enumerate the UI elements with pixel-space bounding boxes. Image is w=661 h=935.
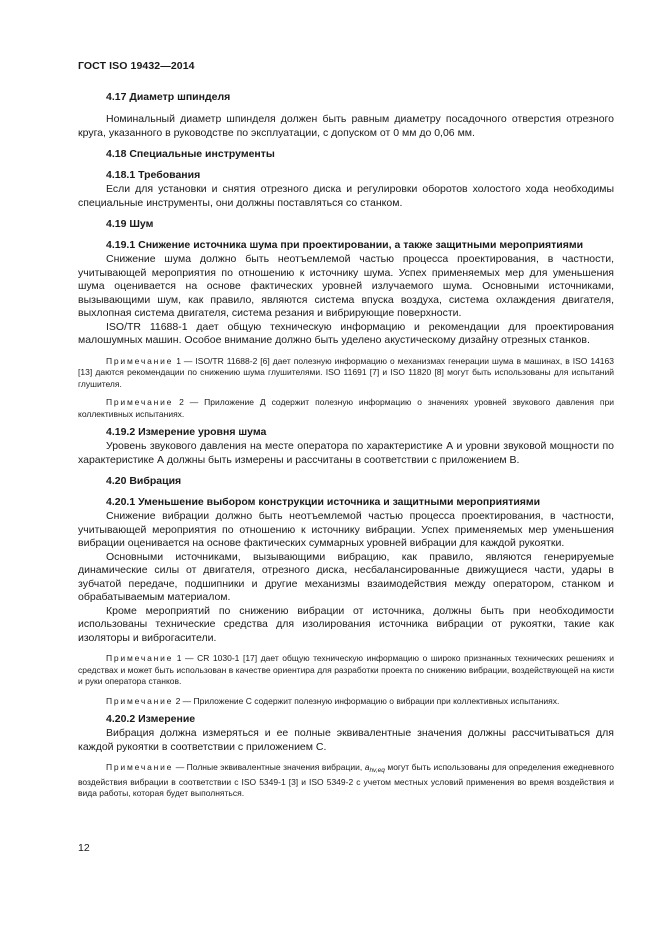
- section-4-20-1-heading: 4.20.1 Уменьшение выбором конструкции источника и защитными мероприятиями: [106, 496, 541, 508]
- section-4-20-note-1: [78, 653, 614, 688]
- vibration-symbol-subscript: hv,eq: [369, 767, 385, 774]
- section-4-19-heading: 4.19 Шум: [106, 218, 154, 230]
- note-label: Примечание: [106, 397, 174, 407]
- section-4-18-1-paragraph: Если для установки и снятия отрезного диска и регулировки оборотов холостого хода необходимы специальные инструменты, они должны поставляться со станком.: [78, 183, 614, 209]
- note-label: Примечание: [106, 653, 174, 663]
- page-content: [78, 91, 614, 800]
- page-number: 12: [78, 842, 90, 854]
- section-4-20-note-2: [78, 696, 614, 708]
- section-4-20-1-paragraph-1: Снижение вибрации должно быть неотъемлемой частью процесса проектирования, в частности, учитывающей мероприятия по отношению к источнику вибрации. Успех применяемых мер уменьшения вибрации оценивается на основе фактических суммарных уровней вибрации для каждой рукоятки.: [78, 510, 614, 549]
- section-4-20-heading: 4.20 Вибрация: [106, 475, 182, 487]
- note-label: Примечание: [106, 762, 174, 772]
- section-4-19-2-heading: 4.19.2 Измерение уровня шума: [106, 426, 267, 438]
- section-4-18-heading: 4.18 Специальные инструменты: [106, 148, 275, 160]
- section-4-19-1-paragraph-2: ISO/TR 11688-1 дает общую техническую информацию и рекомендации для проектирования малошумных машин. Особое внимание должно быть уделено акустическому дизайну отрезных станков.: [78, 320, 614, 346]
- section-4-17-paragraph: Номинальный диаметр шпинделя должен быть равным диаметру посадочного отверстия отрезного круга, указанного в руководстве по эксплуатации, с допуском от 0 мм до 0,06 мм.: [78, 113, 614, 139]
- section-4-19-note-2: [78, 397, 614, 420]
- section-4-19-note-1: [78, 356, 614, 391]
- section-4-20-2-paragraph: Вибрация должна измеряться и ее полные эквивалентные значения должны рассчитываться для каждой рукоятки в соответствии с приложением С.: [78, 727, 614, 753]
- section-4-20-1-paragraph-3: Кроме мероприятий по снижению вибрации от источника, должны быть при необходимости использованы технические средства для изолирования источника вибрации от рукоятки, такие как изоляторы и виброгасители.: [78, 604, 614, 644]
- note-text: 2 — Приложение Д содержит полезную информацию о значениях уровней звукового давления при коллективных испытаниях.: [78, 397, 614, 419]
- vibration-symbol: a: [364, 762, 370, 772]
- section-4-20-1-paragraph-2: Основными источниками, вызывающими вибрацию, как правило, являются генерируемые динамические силы от двигателя, отрезного диска, несбалансированные движущиеся части, удары в зубчатой передаче, подшипники и другие механизмы взаимодействия между оператором, станком и обрабатываемым материалом.: [78, 550, 614, 603]
- note-label: Примечание: [106, 355, 174, 366]
- section-4-20-2-note: [78, 762, 614, 800]
- note-text: 2 — Приложение С содержит полезную информацию о вибрации при коллективных испытаниях.: [175, 695, 560, 706]
- note-text: 1 — CR 1030-1 [17] дает общую техническую информацию о широко признанных технических решениях и средствах и может быть использован в качестве ориентира для разработки проекта по снижению вибрации, воздействующей на кисти и руки оператора станков.: [78, 653, 614, 686]
- section-4-19-1-heading: 4.19.1 Снижение источника шума при проектировании, а также защитными мероприятиями: [106, 239, 584, 251]
- section-4-18-1-heading: 4.18.1 Требования: [106, 169, 201, 181]
- section-4-19-1-paragraph-1: Снижение шума должно быть неотъемлемой частью процесса проектирования, в частности, учитывающей мероприятия по отношению к источнику шума. Успех применяемых мер для уменьшения шума оценивается на основе фактических уровней излучаемого шума. Основными источниками, вызывающими шум, как правило, являются система впуска воздуха, система охлаждения двигателя, выхлопная система двигателя, система резания и вибрирующие поверхности.: [78, 253, 614, 319]
- note-text: — Полные эквивалентные значения вибрации,: [173, 762, 365, 772]
- note-label: Примечание: [106, 695, 174, 706]
- section-4-20-2-heading: 4.20.2 Измерение: [106, 713, 196, 725]
- section-4-19-2-paragraph: Уровень звукового давления на месте оператора по характеристике А и уровни звуковой мощности по характеристике А должны быть измерены и рассчитаны в соответствии с приложением В.: [78, 440, 614, 466]
- note-text-continued: могут быть использованы для определения ежедневного воздействия вибрации в соответствии с ISO 5349-1 [3] и ISO 5349-2 с учетом местных условий применения во время воздействия и вида работы, которая будет выполняться.: [78, 762, 614, 798]
- note-text: 1 — ISO/TR 11688-2 [6] дает полезную информацию о механизмах генерации шума в машинах, в ISO 14163 [13] даются рекомендации по снижению шума глушителями. ISO 11691 [7] и ISO 11820 [8] могут быть использованы для испытаний глушителя.: [78, 355, 614, 389]
- section-4-17-heading: 4.17 Диаметр шпинделя: [106, 91, 231, 103]
- document-header: ГОСТ ISO 19432—2014: [78, 60, 195, 72]
